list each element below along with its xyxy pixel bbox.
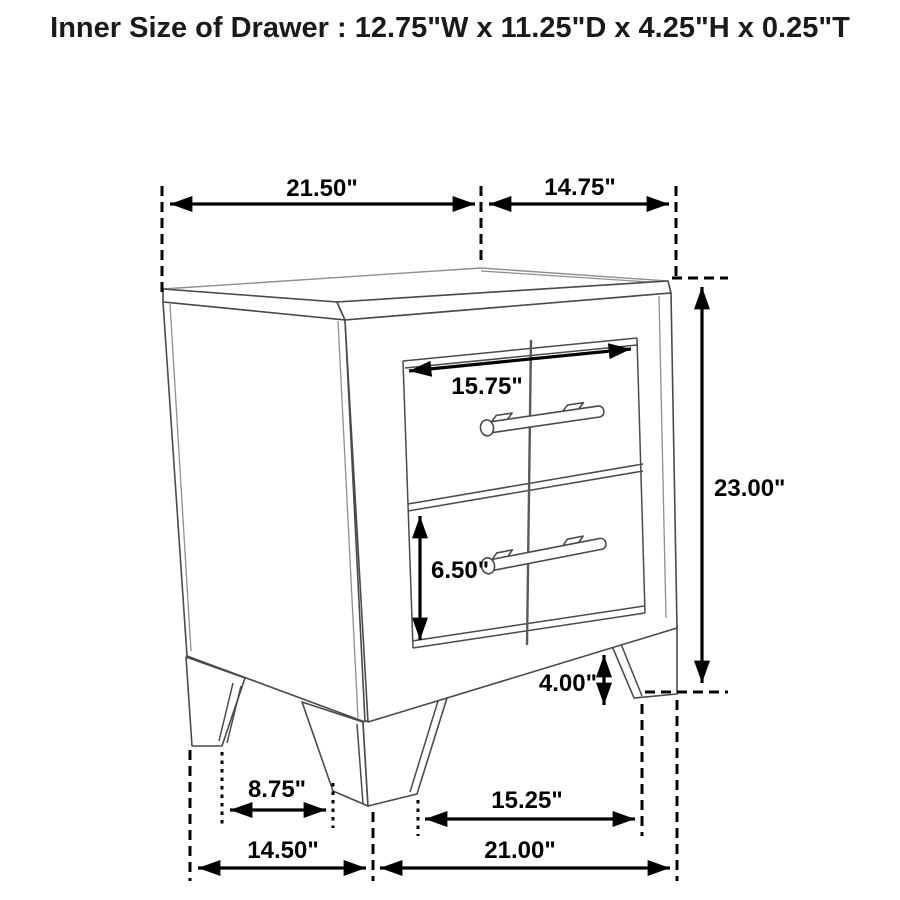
dim-label-drawer-width: 15.75" [451,373,523,400]
dim-side-leg-gap [222,752,333,828]
dim-label-top-depth: 14.75" [544,174,616,201]
dim-label-drawer-height: 6.50" [431,557,490,584]
page-title: Inner Size of Drawer : 12.75"W x 11.25"D x 4.25"H x 0.25"T [50,12,850,44]
dim-label-leg-height: 4.00" [538,670,597,697]
dim-label-total-height: 23.00" [714,475,786,502]
dim-label-top-width: 21.50" [286,175,358,202]
dim-label-side-leg-gap: 8.75" [247,776,307,803]
dim-front-leg-gap [418,704,642,836]
dim-top-depth [489,174,676,276]
dim-label-base-width: 21.00" [484,837,556,864]
dim-label-front-leg-gap: 15.25" [491,787,563,814]
dim-label-base-depth: 14.50" [247,837,319,864]
